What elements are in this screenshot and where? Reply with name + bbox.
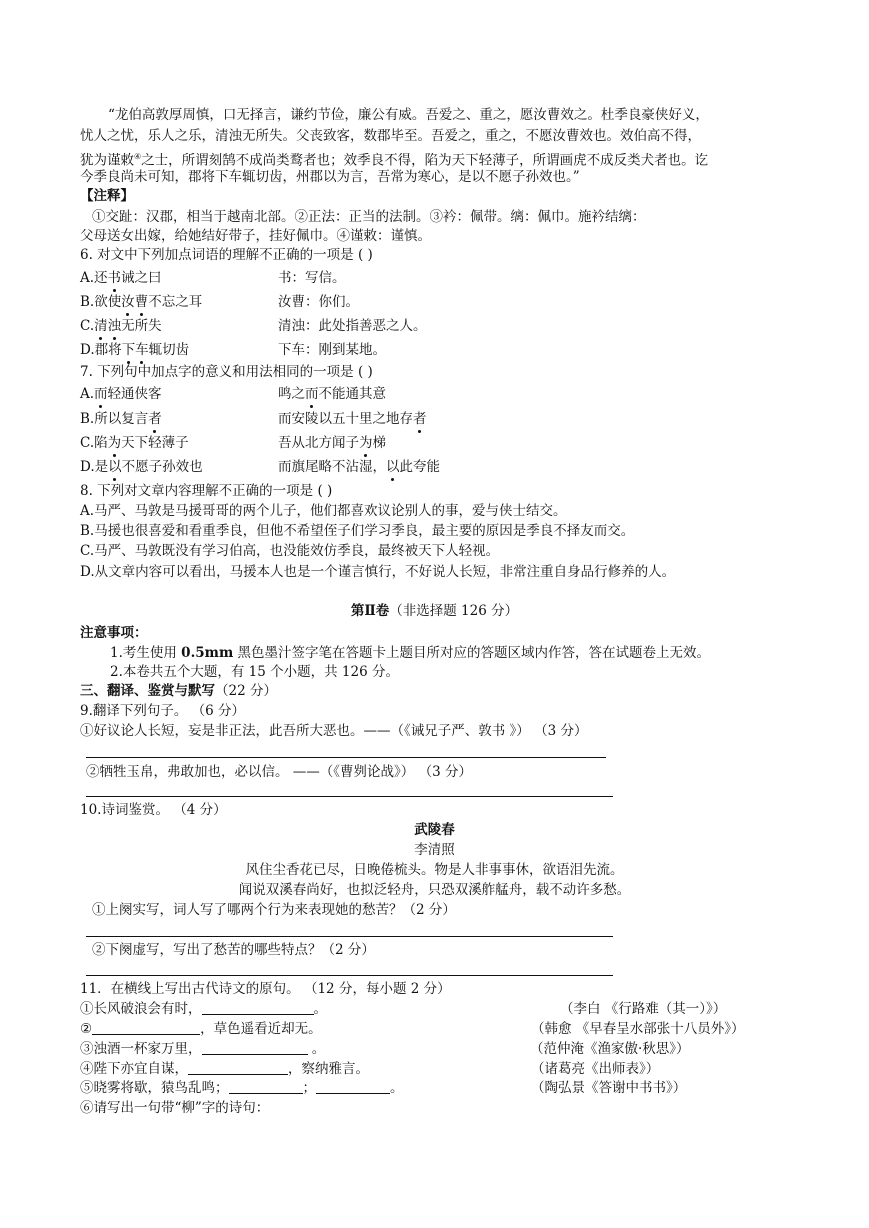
poem-line-2: 闻说双溪春尚好，也拟泛轻舟，只恐双溪舴艋舟，载不动许多愁。 — [238, 882, 631, 898]
q11-item-4-pre: ④陛下亦宜自谋， — [80, 1061, 188, 1077]
q7-a-post: 轻通侠客 — [107, 386, 162, 402]
q7-d-marked-text: 以 — [108, 459, 122, 475]
passage-line-3b: 之士，所谓刻鹄不成尚类鹜者也；效季良不得，陷为天下轻薄子，所谓画虎不成反类犬者也。讫 — [141, 152, 709, 169]
q11-item-5-mid: ； — [302, 1080, 316, 1096]
q7-b-marked-text: 者 — [148, 411, 162, 427]
notice-1-bold: 0.5mm — [181, 645, 234, 661]
q7-option-a — [80, 384, 162, 404]
q9-stem: 9.翻译下列句子。 （6 分） — [80, 703, 246, 719]
q6-d-marked — [122, 342, 149, 358]
q7-c-compare-marked-text: 为 — [359, 435, 373, 451]
q8-stem: 8. 下列对文章内容理解不正确的一项是 ( ) — [80, 483, 333, 499]
q7-d-pre: D.是 — [80, 459, 109, 475]
q7-b-compare-marked-text: 者 — [413, 411, 427, 427]
note-marker: ④ — [134, 152, 142, 161]
q6-a-pre: A.还 — [80, 270, 108, 286]
q11-source-1: （李白 《行路难（其一）》） — [560, 1001, 727, 1017]
q6-a-marked — [108, 270, 122, 286]
q11-source-4: （诸葛亮《出师表》） — [531, 1061, 660, 1077]
q6-stem: 6. 对文中下列加点词语的理解不正确的一项是 ( ) — [80, 247, 373, 263]
passage-line-1: “龙伯高敦厚周慎，口无择言，谦约节俭，廉公有威。吾爱之、重之，愿汝曹效之。杜季良豪侠好义， — [108, 107, 709, 123]
q11-stem: 11．在横线上写出古代诗文的原句。 （12 分，每小题 2 分） — [80, 981, 451, 997]
q11-blank-3[interactable] — [202, 1040, 308, 1055]
q10-answer-line-2[interactable] — [86, 975, 613, 976]
q6-c-pre: C. — [80, 318, 95, 334]
q11-item-5 — [80, 1078, 404, 1098]
q6-option-b — [80, 292, 202, 312]
q7-c-compare — [278, 433, 386, 453]
q7-option-d — [80, 457, 203, 477]
q6-d-explanation: 下车：刚到某地。 — [278, 342, 386, 358]
q6-b-explanation: 汝曹：你们。 — [278, 294, 359, 310]
q6-b-post: 不忘之耳 — [148, 294, 203, 310]
q7-a-compare-pre: 鸣之 — [278, 386, 305, 402]
passage-line-2: 忧人之忧，乐人之乐，清浊无所失。父丧致客，数郡毕至。吾爱之，重之，不愿汝曹效也。效伯高不得， — [80, 128, 701, 144]
q6-c-marked-text: 清浊 — [94, 318, 122, 334]
q11-blank-2[interactable] — [92, 1020, 200, 1035]
q7-d-marked — [108, 459, 122, 475]
notice-2: 2.本卷共五个大题，有 15 个小题，共 126 分。 — [110, 664, 399, 680]
q6-b-marked-text: 汝曹 — [121, 294, 149, 310]
q11-item-3-pre: ③浊酒一杯家万里， — [80, 1041, 202, 1057]
part2-subtitle: （非选择题 126 分） — [389, 603, 519, 619]
part2-heading — [0, 601, 869, 621]
q10-subquestion-2: ②下阕虚写，写出了愁苦的哪些特点？（2 分） — [92, 942, 375, 958]
poem-title: 武陵春 — [414, 822, 455, 838]
q7-c-compare-marked — [359, 435, 373, 451]
q9-answer-line-2[interactable] — [86, 796, 613, 797]
q11-item-2-post: ，草色遥看近却无。 — [200, 1021, 322, 1037]
q7-a-pre: A. — [80, 386, 95, 402]
emphasis-dot-icon — [418, 430, 421, 433]
q11-item-4 — [80, 1059, 369, 1079]
q7-c-pre: C.陷 — [80, 435, 108, 451]
q7-a-marked-text: 而 — [94, 386, 108, 402]
q11-item-5-pre: ⑤晓雾将歇，猿鸟乱鸣； — [80, 1080, 229, 1096]
q7-d-compare-post: 此夸能 — [399, 459, 440, 475]
q11-blank-4[interactable] — [188, 1060, 288, 1075]
q7-c-compare-pre: 吾从北方闻子 — [278, 435, 359, 451]
q7-c-marked-text: 为 — [107, 435, 122, 451]
part2-title: 第Ⅱ卷 — [350, 603, 390, 619]
q7-d-compare — [278, 457, 440, 477]
q7-a-compare — [278, 384, 386, 404]
q11-item-2 — [80, 1019, 322, 1039]
q7-b-compare-marked — [413, 411, 427, 427]
q11-item-1-pre: ①长风破浪会有时， — [80, 1001, 202, 1017]
emphasis-dot-icon — [310, 405, 313, 408]
poem-line-1: 风住尘香花已尽，日晚倦梳头。物是人非事事休，欲语泪先流。 — [245, 862, 624, 878]
q8-option-b: B.马援也很喜爱和看重季良，但他不希望侄子们学习季良，最主要的原因是季良不择友而交。 — [80, 523, 635, 539]
q10-subquestion-1: ①上阕实写，词人写了哪两个行为来表现她的愁苦？（2 分） — [92, 902, 456, 918]
q11-source-2: （韩愈 《早春呈水部张十八员外》） — [531, 1021, 745, 1037]
notice-1-post: 黑色墨汁签字笔在答题卡上题目所对应的答题区域内作答，答在试题卷上无效。 — [233, 645, 711, 661]
q10-stem: 10.诗词鉴赏。 （4 分） — [80, 802, 227, 818]
q7-option-c — [80, 433, 189, 453]
q7-d-compare-marked-text: 以 — [386, 459, 400, 475]
q7-c-compare-post: 梯 — [372, 435, 386, 451]
q6-d-marked-text: 下车 — [121, 342, 149, 358]
q7-b-compare-pre: 而安陵以五十里之地存 — [278, 411, 413, 427]
q6-a-post: 诫之曰 — [121, 270, 162, 286]
q9-sentence-2: ②牺牲玉帛，弗敢加也，必以信。 ——（《曹刿论战》） （3 分） — [86, 764, 472, 780]
notes-title: 【注释】 — [80, 188, 134, 204]
passage-line-4: 今季良尚未可知，郡将下车辄切齿，州郡以为言，吾常为寒心，是以不愿子孙效也。” — [80, 169, 580, 185]
q11-source-3: （范仲淹《渔家傲·秋思》） — [530, 1041, 690, 1057]
notes-line-2: 父母送女出嫁，给她结好带子，挂好佩巾。④谨敕：谨慎。 — [80, 228, 431, 244]
q7-d-compare-marked — [386, 459, 400, 475]
q11-blank-5b[interactable] — [316, 1079, 390, 1094]
q7-option-b — [80, 409, 162, 429]
poem-author: 李清照 — [414, 842, 455, 858]
notice-1 — [110, 643, 710, 663]
q7-d-compare-pre: 而旗尾略不沾湿， — [278, 459, 386, 475]
q7-c-post: 天下轻薄子 — [121, 435, 189, 451]
q11-item-2-pre: ② — [80, 1021, 93, 1037]
q7-a-compare-marked-text: 而 — [305, 386, 319, 402]
q6-d-post: 辄切齿 — [148, 342, 190, 358]
q7-c-marked — [108, 435, 122, 451]
q6-c-post: 无所失 — [121, 318, 162, 334]
q11-source-5: （陶弘景《答谢中书书》） — [531, 1080, 687, 1096]
q7-a-marked — [94, 386, 108, 402]
q11-item-4-post: ，察纳雅言。 — [288, 1061, 369, 1077]
q11-blank-5a[interactable] — [229, 1079, 303, 1094]
q7-stem: 7. 下列句中加点字的意义和用法相同的一项是 ( ) — [80, 364, 373, 380]
q9-sentence-1: ①好议论人长短，妄是非正法，此吾所大恶也。——（《诫兄子严、敦书 》） （3 分） — [80, 723, 588, 739]
q11-item-5-post: 。 — [390, 1080, 404, 1096]
q11-blank-1[interactable] — [202, 1000, 314, 1015]
q6-c-explanation: 清浊：此处指善恶之人。 — [278, 318, 427, 334]
notes-line-1: ①交趾：汉郡，相当于越南北部。②正法：正当的法制。③衿：佩带。缡：佩巾。施衿结缡： — [92, 209, 646, 225]
q6-d-pre: D.郡将 — [80, 342, 122, 358]
passage-line-3a: 犹为谨敕 — [80, 152, 134, 169]
q11-item-6: ⑥请写出一句带“柳”字的诗句： — [80, 1100, 270, 1116]
emphasis-dot-icon — [391, 478, 394, 481]
q11-item-3 — [80, 1039, 325, 1059]
q7-a-compare-post: 不能通其意 — [318, 386, 386, 402]
q11-item-1 — [80, 999, 327, 1019]
q6-option-d — [80, 340, 189, 360]
q7-b-pre: B.所以复言 — [80, 411, 149, 427]
q6-c-marked — [94, 318, 121, 334]
q8-option-a: A.马严、马敦是马援哥哥的两个儿子，他们都喜欢议论别人的事，爱与侠士结交。 — [80, 503, 567, 519]
q9-answer-line-1[interactable] — [86, 757, 606, 758]
q6-a-explanation: 书：写信。 — [278, 270, 346, 286]
q7-a-compare-marked — [305, 386, 319, 402]
q7-d-post: 不愿子孙效也 — [121, 459, 203, 475]
section3-score: （22 分） — [215, 683, 277, 699]
notice-title: 注意事项： — [80, 625, 148, 641]
q11-item-1-post: 。 — [313, 1001, 327, 1017]
notice-1-pre: 1.考生使用 — [110, 645, 182, 661]
q6-b-marked — [121, 294, 148, 310]
q11-item-3-post: 。 — [307, 1041, 326, 1057]
q6-option-a — [80, 268, 162, 288]
q6-option-c — [80, 316, 162, 336]
q8-option-c: C.马严、马敦既没有学习伯高，也没能效仿季良，最终被天下人轻视。 — [80, 543, 500, 559]
emphasis-dot-icon — [99, 405, 102, 408]
q10-answer-line-1[interactable] — [86, 936, 613, 937]
q6-a-marked-text: 书 — [107, 270, 122, 286]
section3-heading — [80, 681, 277, 701]
q6-b-pre: B.欲使 — [80, 294, 122, 310]
q7-b-compare — [278, 409, 427, 429]
q8-option-d: D.从文章内容可以看出，马援本人也是一个谨言慎行，不好说人长短，非常注重自身品行修养的人。 — [80, 564, 676, 580]
section3-title: 三、翻译、鉴赏与默写 — [80, 683, 215, 699]
q7-b-marked — [148, 411, 162, 427]
